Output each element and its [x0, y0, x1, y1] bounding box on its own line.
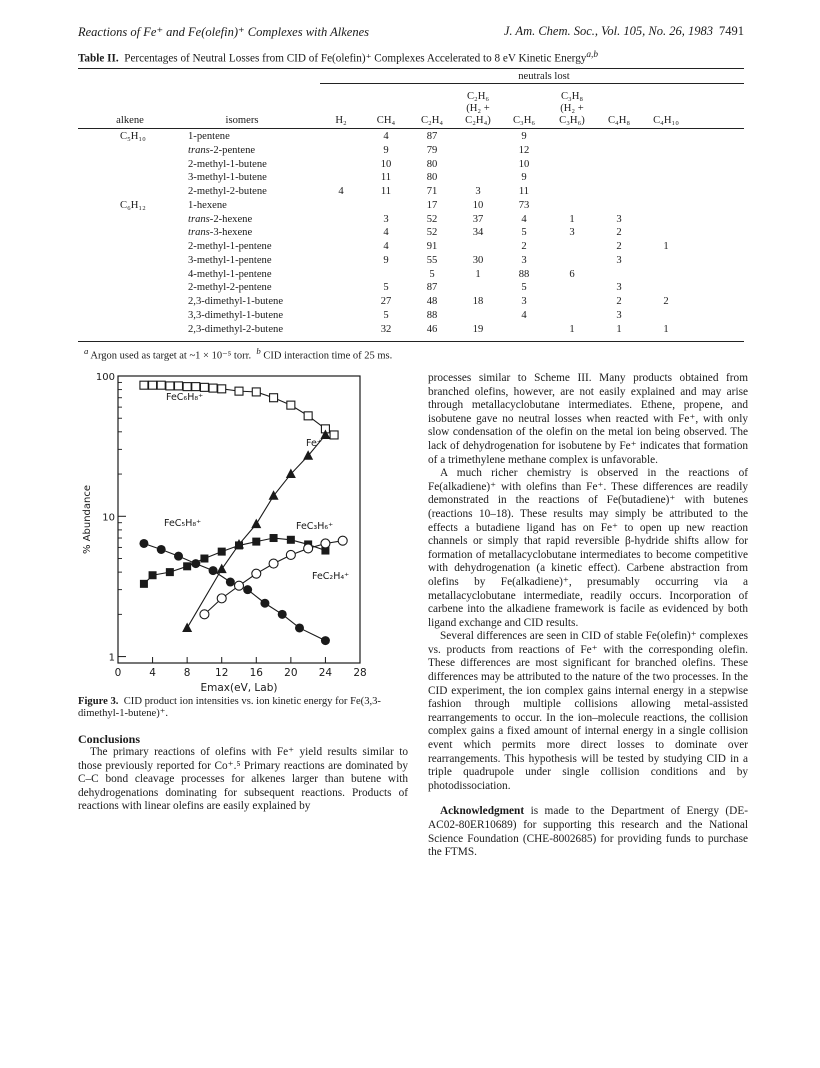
data-point — [330, 431, 338, 439]
value-cell: 11 — [518, 186, 530, 197]
data-point — [226, 578, 235, 587]
table-row — [78, 145, 744, 156]
x-tick-label: 0 — [114, 667, 122, 679]
value-cell: 5 — [521, 227, 527, 239]
value-cell: 6 — [569, 268, 575, 280]
data-point — [149, 571, 157, 579]
table-row — [78, 159, 744, 170]
value-cell: 88 — [426, 309, 438, 321]
isomer-name: 2-methyl-1-butene — [188, 158, 267, 170]
data-point — [200, 555, 208, 563]
table-row — [78, 324, 744, 335]
spanner-rule — [320, 83, 744, 84]
plot-frame — [118, 376, 360, 663]
isomer-cell — [188, 255, 272, 266]
col-header-7-line-3: C₄H₈ — [607, 115, 631, 126]
acknowledgment-text: is made to the Department of Energy (DE-AC02-80ER10689) for supporting this research and the National Science Foundation (CHE-8002685) for providing funds to purchase the FTMS. — [428, 805, 749, 859]
table-label: Table II. — [78, 52, 119, 65]
isomer-cell — [188, 186, 267, 197]
isomer-name: -3-hexene — [209, 227, 253, 239]
data-point — [252, 538, 260, 546]
value-cell: 55 — [426, 254, 438, 266]
data-point — [269, 559, 278, 568]
isomer-cell — [188, 241, 272, 252]
value-cell: 3 — [521, 254, 527, 266]
footnote-b: CID interaction time of 25 ms. — [263, 350, 393, 362]
isomer-name: -2-hexene — [209, 213, 253, 225]
series-2 — [140, 534, 330, 588]
data-point — [191, 559, 200, 568]
isomer-cell — [188, 310, 283, 321]
col-header-alkene: alkene — [116, 115, 144, 126]
isomer-cell — [188, 324, 283, 335]
col-header-6-line-2: (H₂ + — [560, 103, 584, 114]
data-point — [338, 536, 347, 545]
table-row — [78, 310, 744, 321]
value-cell: 37 — [472, 213, 484, 225]
value-cell: 4 — [383, 131, 389, 142]
x-tick-label: 16 — [249, 667, 263, 679]
value-cell: 91 — [426, 241, 438, 252]
right-column — [428, 372, 748, 860]
table-row — [78, 227, 744, 238]
page-number: 7491 — [719, 24, 744, 38]
neutrals-lost-spanner: neutrals lost — [518, 71, 570, 82]
value-cell: 3 — [383, 213, 389, 225]
isomer-name: 3-methyl-1-butene — [188, 172, 267, 184]
value-cell: 4 — [521, 309, 527, 321]
isomer-name: 2-methyl-1-pentene — [188, 241, 272, 252]
value-cell: 34 — [472, 227, 484, 239]
isomer-prefix: trans — [188, 144, 210, 156]
value-cell: 10 — [518, 158, 530, 170]
data-point — [252, 388, 260, 396]
value-cell: 3 — [569, 227, 575, 239]
cid-chart — [78, 366, 408, 694]
series-line — [144, 538, 326, 584]
series-label: FeC₃H₆⁺ — [296, 521, 334, 532]
data-point — [209, 566, 218, 575]
value-cell: 3 — [616, 309, 622, 321]
table-row — [78, 296, 744, 307]
figure-caption — [78, 696, 408, 721]
value-cell: 79 — [426, 144, 438, 156]
data-point — [200, 383, 208, 391]
alkene-cell: C₅H₁₀ — [120, 131, 146, 142]
isomer-cell — [188, 200, 227, 211]
data-point — [278, 610, 287, 619]
figure-3 — [78, 366, 408, 694]
data-point — [287, 401, 295, 409]
isomer-cell — [188, 159, 267, 170]
value-cell: 52 — [426, 213, 438, 225]
value-cell: 18 — [472, 296, 484, 307]
table-row — [78, 200, 744, 211]
data-point — [252, 569, 261, 578]
data-point — [157, 545, 166, 554]
acknowledgment-paragraph — [428, 805, 748, 859]
series-label: FeC₆H₈⁺ — [166, 392, 204, 403]
isomer-name: 2-methyl-2-pentene — [188, 282, 272, 294]
value-cell: 5 — [429, 268, 435, 280]
data-point — [157, 381, 165, 389]
data-point — [166, 568, 174, 576]
value-cell: 1 — [569, 323, 575, 335]
value-cell: 1 — [475, 268, 481, 280]
table-footnotes — [84, 346, 392, 362]
value-cell: 5 — [383, 282, 389, 294]
conclusions-left-text: The primary reactions of olefins with Fe⁺ yield results similar to those previously reported for Co⁺.⁵ Primary reactions are dominated by C–C bond cleavage processes for alkenes larger than butene with dehydrogenations dominating for subsequent reactions. Products of reactions with linear olefins are easily explained by — [78, 746, 408, 813]
value-cell: 11 — [380, 186, 392, 197]
value-cell: 17 — [426, 199, 438, 211]
data-point — [192, 383, 200, 391]
table-top-rule — [78, 68, 744, 69]
table-row — [78, 255, 744, 266]
value-cell: 1 — [616, 323, 622, 335]
table-caption-notes: a,b — [586, 50, 599, 60]
value-cell: 2 — [663, 296, 669, 307]
y-tick-label: 10 — [102, 512, 115, 524]
series-label: FeC₂H₄⁺ — [312, 571, 350, 582]
figure-caption-text: CID product ion intensities vs. ion kinetic energy for Fe(3,3-dimethyl-1-butene)⁺. — [78, 696, 381, 720]
col-header-6-line-1: C₃H₈ — [560, 91, 584, 102]
footnote-a: Argon used as target at ~1 × 10⁻⁵ torr. — [90, 350, 252, 362]
table-row — [78, 131, 744, 142]
isomer-name: 2-methyl-2-butene — [188, 186, 267, 197]
data-point — [270, 394, 278, 402]
data-point — [218, 385, 226, 393]
data-point — [183, 383, 191, 391]
series-0 — [140, 381, 338, 439]
x-tick-label: 4 — [149, 667, 156, 679]
isomer-name: 1-pentene — [188, 131, 230, 142]
data-point — [304, 412, 312, 420]
conclusions-paragraph-1: processes similar to Scheme III. Many products obtained from branched olefins, however, are not easily explained and may arise through metallacyclobutane intermediates. Ethene, propene, and isobutene gave no neutral losses when reacted with Fe⁺, with only slow condensation of the olefin on the metal ion being observed. The lack of dehydrogenation for isobutene by Fe⁺ indicates that formation of a trimethylene methane complex is unfavorable. — [428, 372, 748, 466]
data-point — [321, 539, 330, 548]
value-cell: 1 — [663, 241, 669, 252]
data-point — [251, 519, 261, 529]
isomer-cell — [188, 296, 283, 307]
isomer-cell — [188, 269, 272, 280]
value-cell: 30 — [472, 254, 484, 266]
data-point — [209, 384, 217, 392]
isomer-name: 1-hexene — [188, 199, 227, 211]
col-header-6-line-3: C₃H₆) — [559, 115, 585, 126]
series-label: Fe⁺ — [306, 438, 322, 449]
data-point — [200, 610, 209, 619]
value-cell: 3 — [475, 186, 481, 197]
footnote-b-mark: b — [256, 346, 261, 356]
value-cell: 80 — [426, 172, 438, 184]
isomer-name: -2-pentene — [209, 144, 256, 156]
data-point — [243, 585, 252, 594]
isomer-cell — [188, 131, 230, 142]
value-cell: 52 — [426, 227, 438, 239]
value-cell: 9 — [521, 131, 527, 142]
running-head-title: Reactions of Fe⁺ and Fe(olefin)⁺ Complexes with Alkenes — [78, 25, 370, 39]
x-tick-label: 24 — [318, 667, 333, 679]
table-row — [78, 269, 744, 280]
value-cell: 3 — [616, 213, 622, 225]
data-point — [140, 580, 148, 588]
series-3 — [139, 539, 330, 645]
col-header-5-line-3: C₃H₆ — [512, 115, 536, 126]
isomer-prefix: trans — [188, 213, 210, 225]
value-cell: 87 — [426, 282, 438, 294]
col-header-3-line-3: C₂H₄ — [420, 115, 444, 126]
isomer-name: 2,3-dimethyl-2-butene — [188, 323, 284, 335]
x-tick-label: 12 — [215, 667, 229, 679]
value-cell: 3 — [616, 282, 622, 294]
value-cell: 46 — [426, 323, 438, 335]
table-bottom-rule — [78, 341, 744, 342]
y-tick-label: 1 — [108, 652, 115, 664]
value-cell: 71 — [426, 186, 438, 197]
value-cell: 88 — [518, 268, 530, 280]
isomer-name: 3-methyl-1-pentene — [188, 254, 272, 266]
data-point — [175, 382, 183, 390]
value-cell: 9 — [383, 144, 389, 156]
value-cell: 19 — [472, 323, 484, 335]
value-cell: 48 — [426, 296, 438, 307]
value-cell: 1 — [569, 213, 575, 225]
table-row — [78, 282, 744, 293]
value-cell: 1 — [663, 323, 669, 335]
data-point — [217, 594, 226, 603]
col-header-2-line-3: CH₄ — [376, 115, 396, 126]
value-cell: 32 — [380, 323, 392, 335]
data-point — [218, 548, 226, 556]
isomer-cell — [188, 282, 272, 293]
running-head — [78, 24, 744, 40]
value-cell: 4 — [383, 227, 389, 239]
isomer-name: 3,3-dimethyl-1-butene — [188, 309, 284, 321]
value-cell: 4 — [338, 186, 344, 197]
value-cell: 11 — [380, 172, 392, 184]
table-title: Percentages of Neutral Losses from CID of Fe(olefin)⁺ Complexes Accelerated to 8 eV Kinetic Energy — [124, 52, 587, 65]
value-cell: 2 — [521, 241, 527, 252]
data-point — [235, 541, 243, 549]
journal-citation: J. Am. Chem. Soc., Vol. 105, No. 26, 1983 — [503, 24, 713, 38]
data-point — [166, 382, 174, 390]
conclusions-heading: Conclusions — [78, 732, 141, 746]
col-header-1-line-3: H₂ — [335, 115, 347, 126]
value-cell: 5 — [521, 282, 527, 294]
value-cell: 9 — [521, 172, 527, 184]
value-cell: 5 — [383, 309, 389, 321]
header-bottom-rule — [78, 128, 744, 129]
value-cell: 10 — [380, 158, 392, 170]
x-tick-label: 8 — [183, 667, 191, 679]
data-point — [321, 636, 330, 645]
data-point — [235, 581, 244, 590]
col-header-4-line-2: (H₂ + — [466, 103, 490, 114]
footnote-a-mark: a — [84, 346, 89, 356]
value-cell: 2 — [616, 296, 622, 307]
table-row — [78, 214, 744, 225]
value-cell: 10 — [472, 199, 484, 211]
x-tick-label: 20 — [284, 667, 298, 679]
value-cell: 4 — [383, 241, 389, 252]
isomer-prefix: trans — [188, 227, 210, 239]
table-caption — [78, 50, 758, 65]
data-point — [287, 536, 295, 544]
conclusions-paragraph-3: Several differences are seen in CID of stable Fe(olefin)⁺ complexes vs. products from reactions of Fe⁺ with the corresponding olefin. These differences are most significant for branched olefins. These differences may be attributed to the nature of the two processes. In the CID experiment, the ion complex gains internal energy in a stepwise fashion through multiple collisions allowing metal-assisted rearrangements to occur. In the ion–molecule reactions, the collision complex gains a fixed amount of internal energy in a single collision event which permits more direct losses to dominate over rearrangements. This hypothesis will be tested by studying CID in a triple quadrupole under single collision conditions and by photodissociation. — [428, 630, 748, 792]
isomer-cell — [188, 227, 252, 238]
isomer-cell — [188, 145, 255, 156]
table-row — [78, 172, 744, 183]
data-point — [139, 539, 148, 548]
value-cell: 73 — [518, 199, 530, 211]
data-point — [295, 623, 304, 632]
value-cell: 87 — [426, 131, 438, 142]
data-point — [149, 381, 157, 389]
running-head-journal — [504, 24, 744, 39]
x-tick-label: 28 — [353, 667, 367, 679]
series-label: FeC₅H₈⁺ — [164, 518, 202, 529]
data-point — [286, 550, 295, 559]
col-header-isomers: isomers — [225, 115, 259, 126]
data-point — [140, 381, 148, 389]
value-cell: 2 — [616, 241, 622, 252]
table-row — [78, 241, 744, 252]
data-point — [174, 552, 183, 561]
isomer-cell — [188, 214, 252, 225]
value-cell: 80 — [426, 158, 438, 170]
value-cell: 3 — [616, 254, 622, 266]
y-axis-label: % Abundance — [82, 484, 93, 555]
isomer-name: 4-methyl-1-pentene — [188, 268, 272, 280]
conclusions-paragraph-2: A much richer chemistry is observed in the reactions of Fe(alkadiene)⁺ with olefins than Fe⁺. These differences are readily demonstrated in the reactions of Fe(butadiene)⁺ with butenes (reactions 10–18). These results may simply be attributed to the effects a butadiene ligand has on Fe⁺ to open up new reaction channels or simply that rapid reversible β-hydride shifts allow for formation of metallacyclobutane intermediates to become competitive with dehydrogenation (a kinetic effect). Carbene abstraction from olefins by Fe(alkadiene)⁺, presumably occurring via a metallacyclobutane intermediate, readily occurs. Incorporation of carbene into the alkadiene framework is facile as evidenced by both ligand exchange and CID results. — [428, 467, 748, 629]
isomer-name: 2,3-dimethyl-1-butene — [188, 296, 284, 307]
table-row — [78, 186, 744, 197]
acknowledgment-heading: Acknowledgment — [440, 805, 525, 818]
value-cell: 3 — [521, 296, 527, 307]
data-point — [304, 544, 313, 553]
value-cell: 2 — [616, 227, 622, 239]
col-header-4-line-3: C₂H₄) — [465, 115, 491, 126]
col-header-4-line-1: C₂H₆ — [466, 91, 490, 102]
value-cell: 12 — [518, 144, 530, 156]
data-point — [235, 387, 243, 395]
col-header-8-line-3: C₄H₁₀ — [653, 115, 679, 126]
data-point — [270, 534, 278, 542]
x-axis-label: Emax(eV, Lab) — [200, 682, 278, 694]
value-cell: 27 — [380, 296, 392, 307]
value-cell: 4 — [521, 213, 527, 225]
alkene-cell: C₆H₁₂ — [120, 199, 146, 211]
isomer-cell — [188, 172, 267, 183]
data-point — [183, 562, 191, 570]
data-point — [260, 599, 269, 608]
y-tick-label: 100 — [95, 372, 115, 383]
figure-label: Figure 3. — [78, 696, 119, 707]
value-cell: 9 — [383, 254, 389, 266]
data-point — [182, 622, 192, 632]
